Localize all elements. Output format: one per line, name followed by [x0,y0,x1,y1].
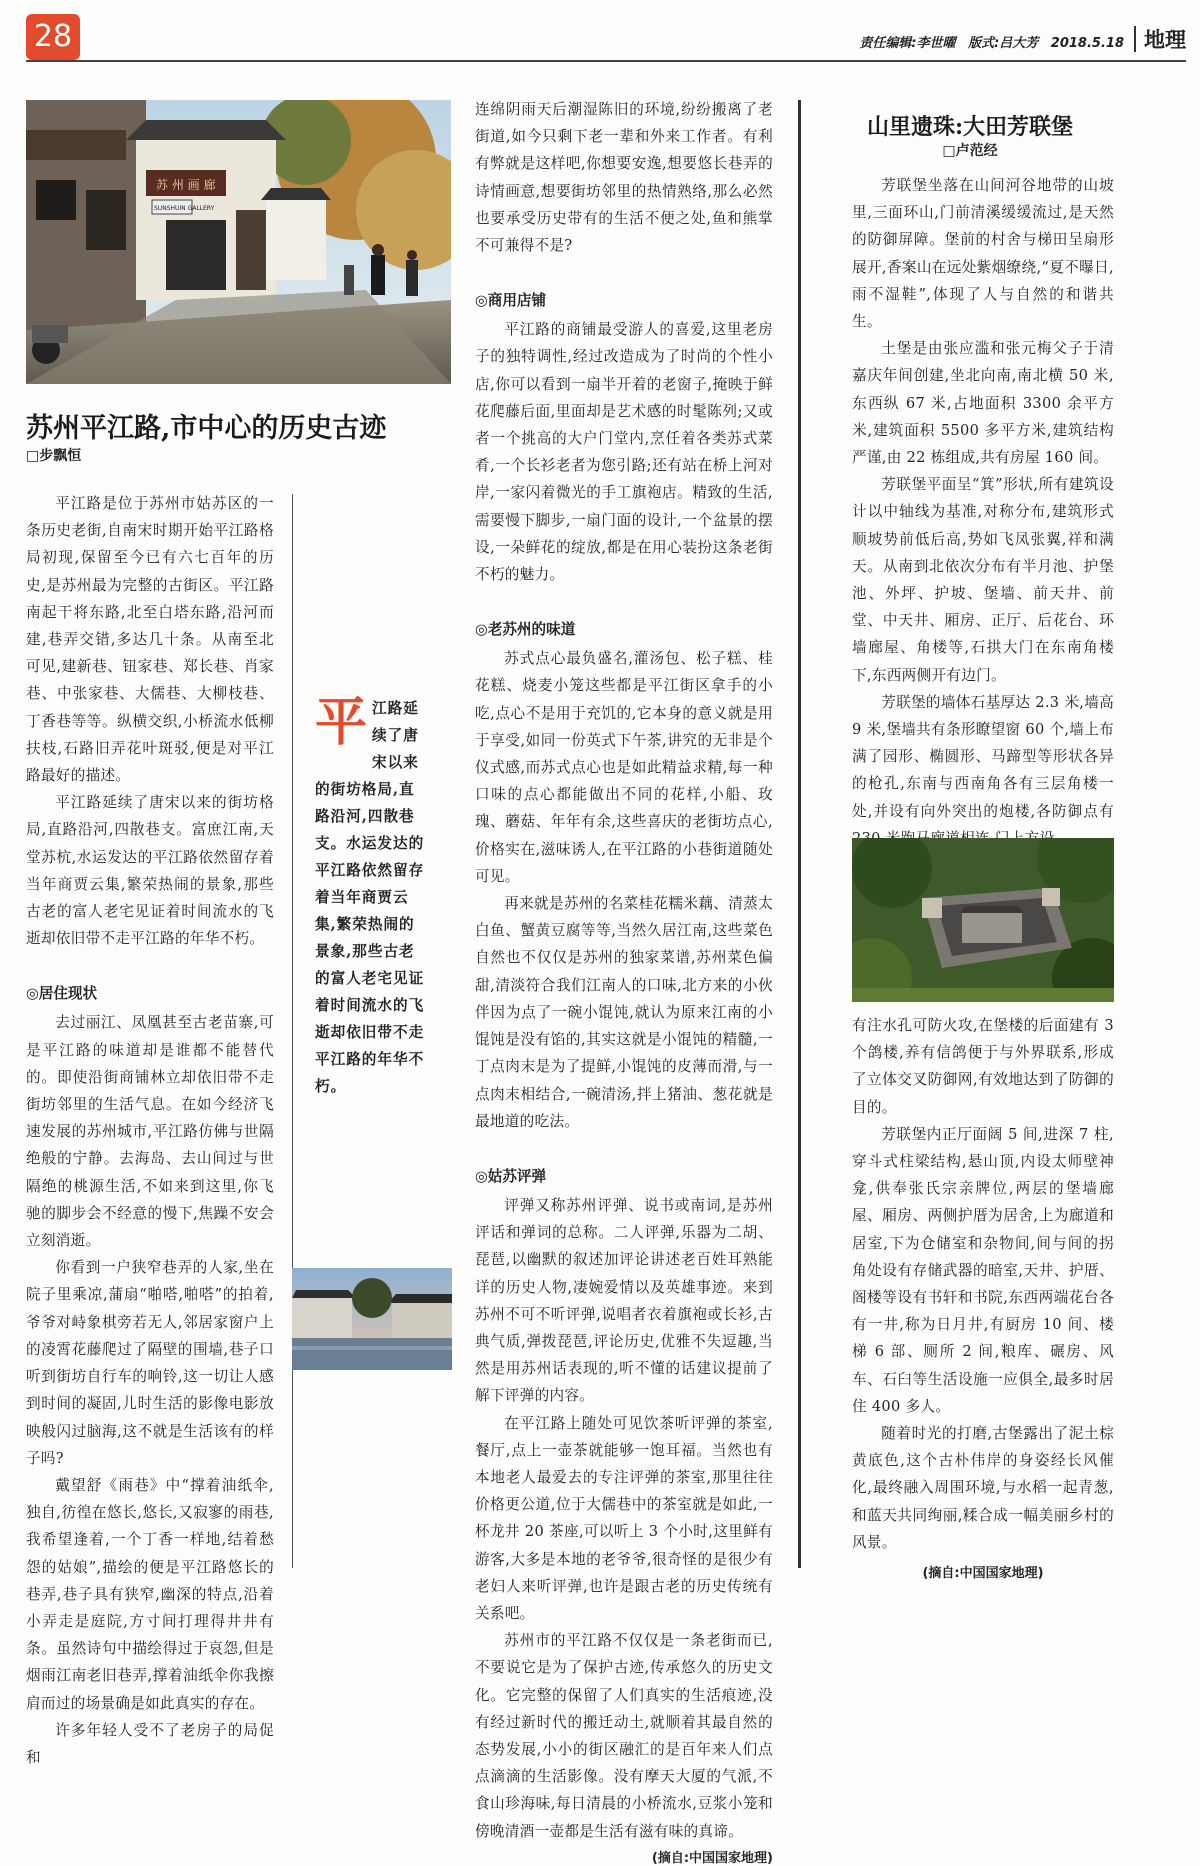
paragraph: 你看到一户狭窄巷弄的人家,坐在院子里乘凉,蒲扇“啪嗒,啪嗒”的拍着,爷爷对峙象棋旁若无人,邻居家窗户上的凌霄花藤爬过了隔壁的围墙,巷子口听到街坊自行车的响铃,这一切让人感到时间的凝固,儿时生活的影像电影放映般闪过脑海,这不就是生活该有的样子吗? [26,1259,274,1467]
section-title: 地理 [1144,28,1186,52]
subheading-pingtan: ◎姑苏评弹 [475,1167,547,1185]
paragraph: 芳联堡的墙体石基厚达 2.3 米,墙高 9 米,堡墙共有条形瞭望窗 60 个,墙上布满了园形、椭圆形、马蹄型等形状各异的枪孔,东南与西南角各有三层角楼一处,并设有向外突出的炮楼,各防御点有 [852,693,1114,820]
article-divider [798,100,801,1568]
street-sign: SUNSHUIN GALLERY [154,205,215,212]
header-rule [26,60,1186,62]
header-info [851,32,1124,51]
pull-quote [315,692,430,1100]
paragraph: 有注水孔可防火攻,在堡楼的后面建有 3 个鸽楼,养有信鸽便于与外界联系,形成了立体交叉防御网,有效地达到了防御的目的。 [852,1017,1114,1116]
pullquote-rule [292,494,293,1568]
pull-quote-text: 江路延续了唐宋以来的街坊格局,直路沿河,四散巷支。水运发达的平江路依然留存着当年商贾云集,繁荣热闹的景象,那些古老的富人老宅见证着时间流水的飞逝却依旧带不走平江路的年华不朽。 [315,700,425,1095]
svg-text:苏 州 画 廊: 苏 州 画 廊 [156,178,216,192]
paragraph: 戴望舒《雨巷》中“撑着油纸伞,独自,彷徨在悠长,悠长,又寂寥的雨巷,我希望逢着,一个丁香一样地,结着愁怨的姑娘”,描绘的便是平江路悠长的巷弄,巷子具有狭窄,幽深的特点,沿着小弄走是庭院,方寸间打理得井井有条。虽然诗句中描绘得过于哀怨,但是烟雨江南老旧巷弄,撑着油纸伞你我擦肩而过的场景确是如此真实的存在。 [26,1476,274,1712]
paragraph: 再来就是苏州的名菜桂花糯米藕、清蒸太白鱼、蟹黄豆腐等等,当然久居江南,这些菜色自然也不仅仅是苏州的独家菜谱,苏州菜色偏甜,清淡符合我们江南人的口味,北方来的小伙伴因为点了一碗小馄饨,就认为原来江南的小馄饨是没有馅的,其实这就是小馄饨的精髓,一丁点肉末是为了提鲜,小馄饨的皮薄而滑,与一点肉末相结合,一碗清汤,拌上猪油、葱花就是最地道的吃法。 [475,895,773,1130]
paragraph: 苏式点心最负盛名,灌汤包、松子糕、桂花糕、烧麦小笼这些都是平江街区拿手的小吃,点心不是用于充饥的,它本身的意义就是用于享受,如同一份英式下午茶,讲究的无非是个仪式感,而苏式点心也是如此精益求精,每一种口味的点心都能做出不同的花样,小船、玫瑰、蘑菇、年年有余,这些喜庆的老街坊点心,价格实在,滋味诱人,在平江路的小巷街道随处可见。 [475,650,773,885]
pull-quote-initial: 平 [315,692,369,753]
paragraph: 芳联堡平面呈“箕”形状,所有建筑设计以中轴线为基准,对称分布,建筑形式顺坡势前低后高,势如飞凤张翼,祥和满天。从南到北依次分布有半月池、护堡池、外坪、护坡、堡墙、前天井、前堂、中天井、厢房、正厅、后花台、环墙廊屋、角楼等,石拱大门在东南角楼下,东西两侧开有边门。 [852,476,1114,684]
column-1 [26,490,274,1771]
paragraph: 连绵阴雨天后潮湿陈旧的环境,纷纷搬离了老街道,如今只剩下老一辈和外来工作者。有利有弊就是这样吧,你想要安逸,想要悠长巷弄的诗情画意,想要街坊邻里的热情熟络,那么必然也要承受历史带有的生活不便之处,鱼和熊掌不可兼得不是? [475,101,773,255]
layout-credit: 版式:吕大芳 [968,36,1039,51]
fortress-photo [852,838,1114,1002]
column-2 [475,96,773,1866]
paragraph: 在平江路上随处可见饮茶听评弹的茶室,餐厅,点上一壶茶就能够一饱耳福。当然也有本地老人最爱去的专注评弹的茶室,那里往往价格更公道,位于大儒巷中的茶室就是如此,一杯龙井 20 茶座,可以听上 3 个小时,这里鲜有游客,大多是本地的老爷爷,很奇怪的是很少有老妇人来听评弹,也许是跟古老的历史传统有关系吧。 [475,1414,773,1622]
paragraph: 评弹又称苏州评弹、说书或南词,是苏州评话和弹词的总称。二人评弹,乐器为二胡、琵琶,以幽默的叙述加评论讲述老百姓耳熟能详的历史人物,凄婉爱情以及英雄事迹。来到苏州不可不听评弹,说唱者衣着旗袍或长衫,古典气质,弹拨琵琶,评论历史,优雅不失逗趣,当然是用苏州话表现的,听不懂的话建议提前了解下评弹的内容。 [475,1196,773,1405]
paragraph: 随着时光的打磨,古堡露出了泥土棕黄底色,这个古朴伟岸的身姿经长风催化,最终融入周围环境,与水稻一起青葱,和蓝天共同绚丽,糅合成一幅美丽乡村的风景。 [852,1425,1114,1551]
paragraph: 芳联堡内正厅面阔 5 间,进深 7 柱,穿斗式柱梁结构,悬山顶,内设太师壁神龛,供奉张氏宗亲牌位,两层的堡墙廊屋、厢房、两侧护厝为居舍,上为廊道和居室,下为仓储室和杂物间,间与间的拐角处设有存储武器的暗室,天井、护厝、阁楼等设有书轩和书院,东西两端花台各有一井,称为日月井,有厨房 10 间、楼梯 6 部、厕所 2 间,粮库、碾房、风车、石臼等生活设施一应俱全,最多时居住 400 多人。 [852,1125,1114,1415]
page-number: 28 [26,14,80,60]
author-byline: □步飘恒 [26,448,82,464]
paragraph: 许多年轻人受不了老房子的局促和 [26,1721,274,1766]
article-title-pingjiang: 苏州平江路,市中心的历史古迹 [26,413,387,444]
paragraph: 平江路是位于苏州市姑苏区的一条历史老街,自南宋时期开始平江路格局初现,保留至今已有六七百年的历史,是苏州最为完整的古街区。平江路南起干将东路,北至白塔东路,沿河而建,巷弄交错,多达几十条。从南至北可见,建新巷、钮家巷、郑长巷、肖家巷、中张家巷、大儒巷、大柳枝巷、丁香巷等等。纵横交织,小桥流水低柳扶枝,石路旧弄花叶斑驳,便是对平江路最好的描述。 [26,495,274,785]
editor-credit: 责任编辑:李世曜 [859,36,956,51]
paragraph: 去过丽江、凤凰甚至古老苗寨,可是平江路的味道却是谁都不能替代的。即使沿街商铺林立却依旧带不走街坊邻里的生活气息。在如今经济飞速发展的苏州城市,平江路仿佛与世隔绝般的宁静。去海岛、去山间过与世隔绝的桃源生活,不如来到这里,你飞驰的脚步会不经意的慢下,焦躁不安会立刻消逝。 [26,1014,274,1250]
paragraph: 平江路延续了唐宋以来的街坊格局,直路沿河,四散巷支。富庶江南,天堂苏杭,水运发达的平江路依然留存着当年商贾云集,繁荣热闹的景象,那些古老的富人老宅见证着时间流水的飞逝却依旧带不走平江路的年华不朽。 [26,794,274,948]
header-separator [1134,26,1136,52]
subheading-taste: ◎老苏州的味道 [475,621,576,639]
source-note-2: (摘自:中国国家地理) [922,1566,1044,1582]
column-3-top [852,172,1114,852]
paragraph: 苏州市的平江路不仅仅是一条老街而已,不要说它是为了保护古迹,传承悠久的历史文化。它完整的保留了人们真实的生活痕迹,没有经过新时代的搬迁动土,就顺着其最自然的态势发展,小小的街区融汇的是百年来人们点点滴滴的生活影像。没有摩天大厦的气派,不食山珍海味,每日清晨的小桥流水,豆浆小笼和傍晚清酒一壶都是生活有滋有味的真谛。 [475,1632,773,1840]
subheading-living: ◎居住现状 [26,985,98,1003]
author-byline-2: □卢范经 [942,143,998,159]
paragraph: 芳联堡坐落在山间河谷地带的山坡里,三面环山,门前清溪缓缓流过,是天然的防御屏障。堡前的村舍与梯田呈扇形展开,香案山在远处紫烟缭绕,“夏不曝日,雨不湿鞋”,体现了人与自然的和谐共生。 [852,177,1114,331]
issue-date: 2018.5.18 [1050,36,1124,51]
paragraph: 平江路的商铺最受游人的喜爱,这里老房子的独特调性,经过改造成为了时尚的个性小店,你可以看到一扇半开着的老窗子,掩映于鲜花爬藤后面,里面却是艺术感的时髦陈列;又或者一个挑高的大户门堂内,烹任着各类苏式菜肴,一个长衫老者为您引路;还有站在桥上河对岸,一家闪着微光的手工旗袍店。精致的生活,需要慢下脚步,一扇门面的设计,一个盆景的摆设,一朵鲜花的绽放,都是在用心装扮这条老街不朽的魅力。 [475,321,773,584]
subheading-shops: ◎商用店铺 [475,292,547,310]
column-3-bottom [852,1012,1114,1581]
street-photo [26,100,451,384]
canal-photo [292,1268,452,1370]
source-note: (摘自:中国国家地理) [651,1850,773,1866]
paragraph: 土堡是由张应滥和张元梅父子于清嘉庆年间创建,坐北向南,南北横 50 米,东西纵 67 米,占地面积 3300 余平方米,建筑面积 5500 多平方米,建筑结构严谨,由 22 栋组成,共有房屋 160 间。 [852,340,1114,467]
article-title-fanglian: 山里遗珠:大田芳联堡 [866,114,1074,140]
